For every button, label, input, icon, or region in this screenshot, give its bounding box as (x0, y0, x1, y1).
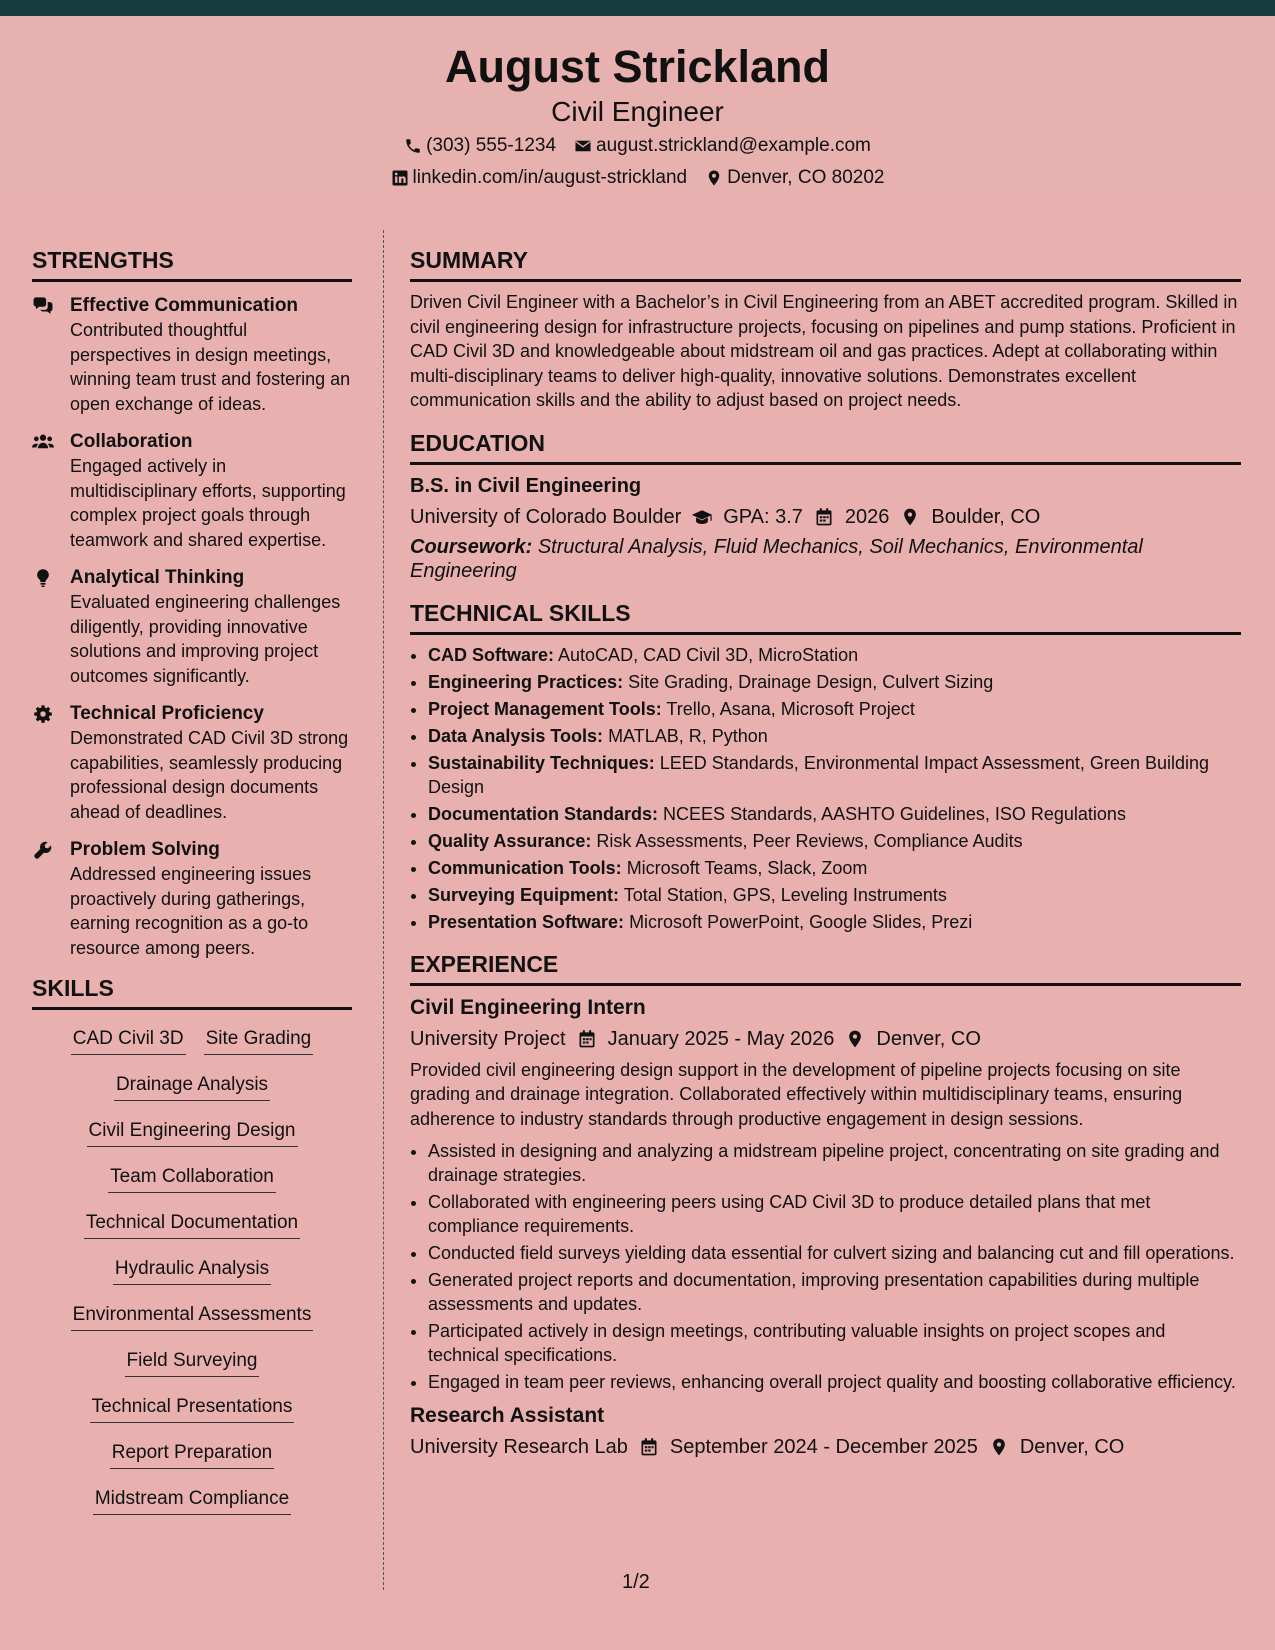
skill-value: Risk Assessments, Peer Reviews, Compliance Audits (596, 830, 1023, 851)
list-item: • Assisted in designing and analyzing a midstream pipeline project, concentrating on site grading and drainage strategies. (428, 1139, 1241, 1187)
job-org: University Research Lab (410, 1436, 628, 1458)
strengths-section (32, 246, 352, 960)
skill-label: Project Management Tools: (428, 698, 662, 719)
technical-skills-list (410, 643, 1241, 934)
skill-label: Engineering Practices: (428, 671, 624, 692)
list-item (428, 856, 1241, 880)
skill-tag: Team Collaboration (108, 1164, 276, 1193)
location-contact (705, 166, 884, 190)
calendar-icon (576, 1029, 598, 1049)
strength-description: Demonstrated CAD Civil 3D strong capabilities, seamlessly producing professional design documents ahead of deadlines. (70, 728, 349, 822)
summary-heading: SUMMARY (410, 246, 1241, 282)
education-location: Boulder, CO (931, 505, 1041, 528)
list-item: • Collaborated with engineering peers using CAD Civil 3D to produce detailed plans that met compliance requirements. (428, 1190, 1241, 1238)
calendar-icon (638, 1437, 660, 1457)
strength-item (32, 566, 352, 688)
skill-label: CAD Software: (428, 644, 555, 665)
job-location: Denver, CO (876, 1027, 981, 1050)
school-name: University of Colorado Boulder (410, 505, 682, 528)
skills-section (32, 974, 352, 1515)
degree-title: B.S. in Civil Engineering (410, 474, 642, 497)
education-meta (410, 504, 1241, 530)
job-dates: September 2024 - December 2025 (669, 1436, 978, 1458)
coursework-label: Coursework: (410, 535, 533, 558)
graduation-year: 2026 (844, 505, 890, 528)
skill-tags (32, 1026, 352, 1515)
wrench-icon (32, 840, 54, 860)
page-number: 1/2 (622, 1571, 650, 1593)
location-text: Denver, CO 80202 (727, 167, 885, 188)
users-icon (32, 432, 54, 452)
envelope-icon (574, 137, 592, 155)
skill-label: Presentation Software: (428, 911, 625, 932)
skill-tag: Technical Documentation (84, 1210, 300, 1239)
lightbulb-icon (32, 568, 54, 588)
skill-value: AutoCAD, CAD Civil 3D, MicroStation (558, 644, 859, 665)
education-heading: EDUCATION (410, 429, 1241, 465)
map-marker-icon (899, 507, 921, 527)
skill-value: Total Station, GPS, Leveling Instruments (623, 884, 947, 905)
skill-label: Communication Tools: (428, 857, 622, 878)
list-item (428, 697, 1241, 721)
skill-tag: Site Grading (204, 1026, 314, 1055)
strength-item (32, 702, 352, 824)
graduation-cap-icon (691, 507, 713, 527)
strength-item (32, 294, 352, 416)
job-location: Denver, CO (1019, 1436, 1125, 1458)
list-item (428, 643, 1241, 667)
skill-label: Quality Assurance: (428, 830, 592, 851)
map-marker-icon (844, 1029, 866, 1049)
strength-item (32, 430, 352, 552)
map-marker-icon (988, 1437, 1010, 1457)
right-column (410, 246, 1241, 1460)
job-description: Provided civil engineering design support in the development of pipeline projects focusing on site grading and drainage integration. Collaborated effectively within multidisciplinary teams, ensuring adherence to industry standards through productive engagement in design sessions. (410, 1059, 1183, 1129)
left-column (32, 246, 352, 1532)
linkedin-text[interactable]: linkedin.com/in/august-strickland (412, 167, 688, 188)
skill-tag: Technical Presentations (90, 1394, 295, 1423)
contact-line-1 (0, 134, 1275, 158)
candidate-name: August Strickland (444, 41, 831, 92)
phone-text: (303) 555-1234 (426, 135, 557, 156)
skill-tag: Midstream Compliance (93, 1486, 291, 1515)
job-meta (410, 1434, 1241, 1460)
phone-contact (404, 134, 556, 158)
skill-value: Microsoft Teams, Slack, Zoom (626, 857, 868, 878)
strength-description: Evaluated engineering challenges diligently, providing innovative solutions and improving project outcomes significantly. (70, 592, 341, 686)
skill-tag: Environmental Assessments (71, 1302, 314, 1331)
strength-item (32, 838, 352, 960)
experience-section (410, 950, 1241, 1461)
skill-label: Data Analysis Tools: (428, 725, 604, 746)
skill-tag: Hydraulic Analysis (113, 1256, 271, 1285)
candidate-role: Civil Engineer (551, 96, 724, 127)
linkedin-icon (391, 169, 409, 187)
technical-skills-section (410, 599, 1241, 934)
list-item: • Participated actively in design meetings, contributing valuable insights on project scopes and technical specifications. (428, 1319, 1241, 1367)
gear-icon (32, 704, 54, 724)
experience-heading: EXPERIENCE (410, 950, 1241, 986)
strength-title: Problem Solving (70, 839, 220, 860)
skill-value: MATLAB, R, Python (608, 725, 768, 746)
list-item (428, 802, 1241, 826)
list-item: • Generated project reports and documentation, improving presentation capabilities during multiple assessments and updates. (428, 1268, 1241, 1316)
strength-description: Engaged actively in multidisciplinary efforts, supporting complex project goals through teamwork and shared expertise. (70, 456, 346, 550)
summary-section (410, 246, 1241, 413)
linkedin-contact[interactable] (391, 166, 688, 190)
comments-icon (32, 296, 54, 316)
contact-line-2 (0, 166, 1275, 190)
job-org: University Project (410, 1027, 566, 1050)
calendar-icon (813, 507, 835, 527)
skill-tag: Drainage Analysis (114, 1072, 270, 1101)
technical-skills-heading: TECHNICAL SKILLS (410, 599, 1241, 635)
skill-value: NCEES Standards, AASHTO Guidelines, ISO Regulations (663, 803, 1126, 824)
gpa-text: GPA: 3.7 (723, 505, 803, 528)
list-item (428, 883, 1241, 907)
skill-tag: Report Preparation (110, 1440, 275, 1469)
summary-text: Driven Civil Engineer with a Bachelor’s in Civil Engineering from an ABET accredited program. Skilled in civil engineering design for infrastructure projects, focusing on pipelines and pump stations. Proficient in CAD Civil 3D and knowledgeable about midstream oil and gas practices. Adept at collaborating within multi-disciplinary teams to deliver high-quality, innovative solutions. Demonstrates excellent communication skills and the ability to adjust based on project needs. (410, 292, 1238, 410)
skill-tag: Field Surveying (125, 1348, 260, 1377)
job-meta (410, 1026, 1241, 1052)
strength-description: Addressed engineering issues proactively during gatherings, earning recognition as a go-to resource among peers. (70, 864, 312, 958)
coursework (410, 535, 1241, 583)
skill-value: Microsoft PowerPoint, Google Slides, Prezi (629, 911, 973, 932)
coursework-list: Structural Analysis, Fluid Mechanics, Soil Mechanics, Environmental Engineering (410, 535, 1143, 582)
strength-title: Effective Communication (70, 295, 299, 316)
skill-label: Documentation Standards: (428, 803, 659, 824)
strength-title: Analytical Thinking (70, 567, 245, 588)
phone-icon (404, 137, 422, 155)
map-marker-icon (705, 169, 723, 187)
education-section (410, 429, 1241, 583)
skill-value: LEED Standards, Environmental Impact Assessment, Green Building Design (428, 752, 1210, 797)
email-text[interactable]: august.strickland@example.com (596, 135, 871, 156)
strength-title: Technical Proficiency (70, 703, 264, 724)
skill-label: Surveying Equipment: (428, 884, 620, 905)
list-item (428, 751, 1241, 799)
list-item (428, 829, 1241, 853)
job-title: Civil Engineering Intern (410, 995, 646, 1019)
skill-value: Trello, Asana, Microsoft Project (666, 698, 915, 719)
list-item (428, 670, 1241, 694)
job-bullets (410, 1139, 1241, 1394)
column-divider (383, 230, 384, 1590)
skill-value: Site Grading, Drainage Design, Culvert Sizing (628, 671, 994, 692)
job-dates: January 2025 - May 2026 (607, 1027, 835, 1050)
email-contact[interactable] (574, 134, 871, 158)
strengths-heading: STRENGTHS (32, 246, 352, 282)
list-item: • Engaged in team peer reviews, enhancing overall project quality and boosting collaborative efficiency. (428, 1370, 1241, 1394)
resume-header (0, 16, 1275, 204)
job-title: Research Assistant (410, 1404, 605, 1427)
list-item: • Conducted field surveys yielding data essential for culvert sizing and balancing cut and fill operations. (428, 1241, 1241, 1265)
skill-label: Sustainability Techniques: (428, 752, 655, 773)
skill-tag: CAD Civil 3D (71, 1026, 186, 1055)
skills-heading: SKILLS (32, 974, 352, 1010)
list-item (428, 910, 1241, 934)
strengths-list (32, 294, 352, 960)
list-item (428, 724, 1241, 748)
strength-title: Collaboration (70, 431, 193, 452)
top-accent-bar (0, 0, 1275, 16)
skill-tag: Civil Engineering Design (87, 1118, 298, 1147)
strength-description: Contributed thoughtful perspectives in design meetings, winning team trust and fostering an open exchange of ideas. (70, 320, 351, 414)
